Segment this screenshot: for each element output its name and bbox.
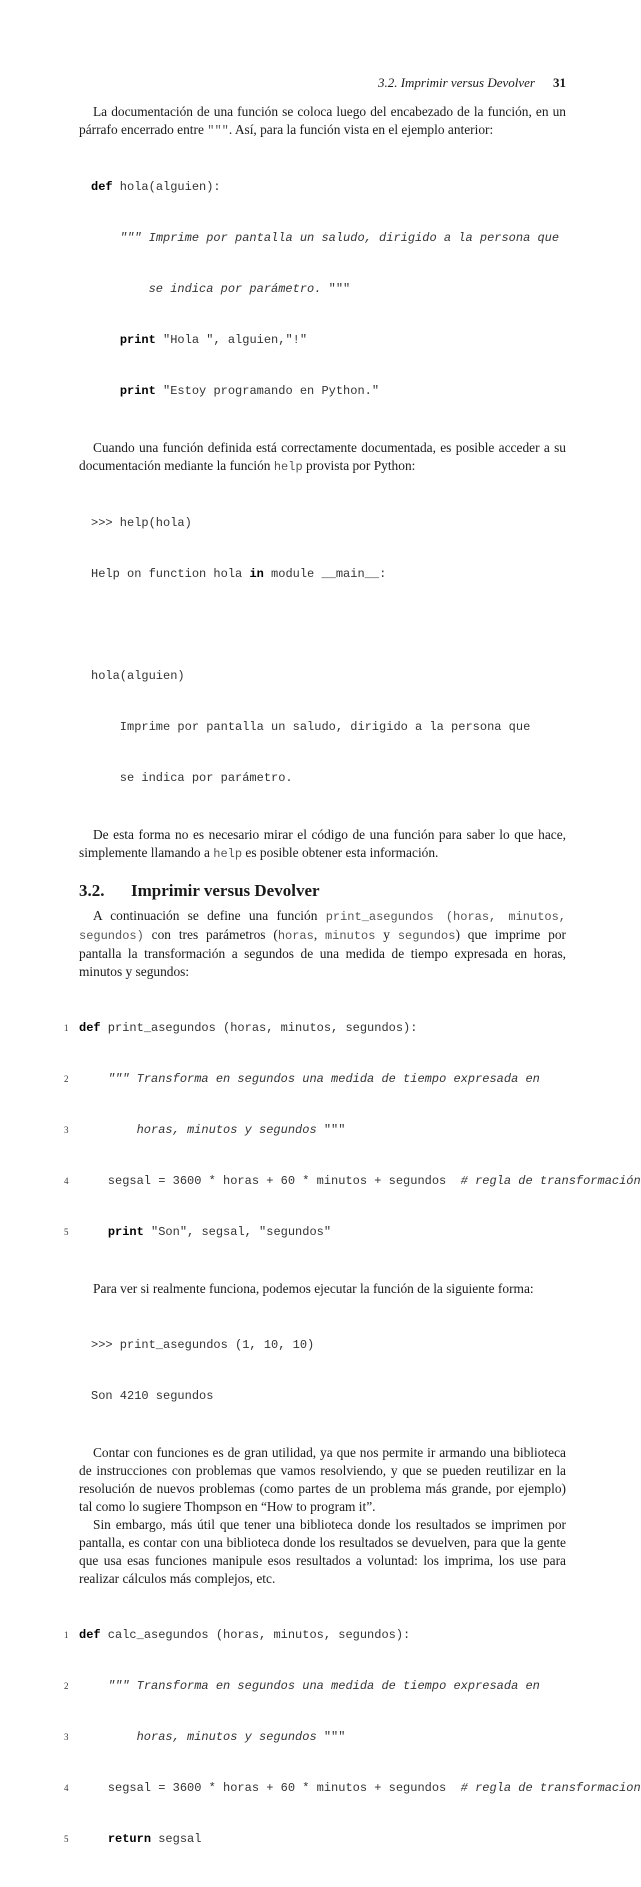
code-line: 2 """ Transforma en segundos una medida de tiempo expresada en <box>64 1072 540 1086</box>
code-line: 3 horas, minutos y segundos """ <box>64 1730 346 1744</box>
paragraph-run-example: Para ver si realmente funciona, podemos ejecutar la función de la siguiente forma: <box>93 1281 534 1296</box>
page-number: 31 <box>553 75 566 90</box>
section-heading: 3.2. Imprimir versus Devolver <box>79 881 320 900</box>
code-line: 4 segsal = 3600 * horas + 60 * minutos + segundos # regla de transformación <box>64 1174 641 1188</box>
code-line: Son 4210 segundos <box>91 1389 214 1403</box>
code-block-run <box>91 1303 566 1439</box>
paragraph-library: Contar con funciones es de gran utilidad, ya que nos permite ir armando una biblioteca de instrucciones con problemas que vamos resolviendo, y que se pueden reutilizar en la resolución de nuevos problemas (como partes de un problema más grande, por ejemplo) tal como lo sugiere Thompson en “How to program it”. <box>79 1445 566 1514</box>
code-line: >>> print_asegundos (1, 10, 10) <box>91 1338 315 1352</box>
code-line: >>> help(hola) <box>91 516 192 530</box>
code-block-hola <box>91 145 566 434</box>
code-line: 5 return segsal <box>64 1832 202 1846</box>
running-header <box>378 75 566 91</box>
code-line: se indica por parámetro. """ <box>91 282 351 296</box>
code-block-calc-asegundos <box>64 1593 641 1882</box>
code-line <box>91 617 566 634</box>
running-header-title: 3.2. Imprimir versus Devolver <box>377 75 535 90</box>
code-block-print-asegundos <box>64 986 641 1275</box>
code-line: 3 horas, minutos y segundos """ <box>64 1123 346 1137</box>
code-line: Help on function hola in module __main__: <box>91 567 387 581</box>
code-block-help <box>91 481 566 821</box>
code-line: print "Hola ", alguien,"!" <box>119 333 308 347</box>
page-content <box>64 103 641 1887</box>
paragraph-return: Sin embargo, más útil que tener una biblioteca donde los resultados se imprimen por pantalla, es contar con una biblioteca donde los resultados se devuelven, para que la gente que usa esas funciones manipule esos resultados a voluntad: los imprima, los use para realizar cálculos más complejos, etc. <box>79 1517 566 1586</box>
paragraph-help-usage: De esta forma no es necesario mirar el código de una función para saber lo que hace, simplemente llamando a help es posible obtener esta información. <box>79 827 566 861</box>
code-line: 4 segsal = 3600 * horas + 60 * minutos + segundos # regla de transformacion <box>64 1781 641 1795</box>
code-line: hola(alguien) <box>91 669 185 683</box>
paragraph-help-intro: Cuando una función definida está correctamente documentada, es posible acceder a su documentación mediante la función help provista por Python: <box>79 440 566 474</box>
code-line: 1 def print_asegundos (horas, minutos, segundos): <box>64 1021 418 1035</box>
code-line: 5 print "Son", segsal, "segundos" <box>64 1225 332 1239</box>
code-line: print "Estoy programando en Python." <box>119 384 380 398</box>
code-line: """ Imprime por pantalla un saludo, dirigido a la persona que <box>119 231 560 245</box>
paragraph-print-asegundos: A continuación se define una función print_asegundos (horas, minutos, segundos) con tres parámetros (horas, minutos y segundos) que imprime por pantalla la transformación a segundos de una medida de tiempo expresada en horas, minutos y segundos: <box>79 908 567 979</box>
code-line: se indica por parámetro. <box>91 771 293 785</box>
code-line: 2 """ Transforma en segundos una medida de tiempo expresada en <box>64 1679 540 1693</box>
code-line: Imprime por pantalla un saludo, dirigido a la persona que <box>91 720 531 734</box>
code-line: 1 def calc_asegundos (horas, minutos, segundos): <box>64 1628 411 1642</box>
code-line: def hola(alguien): <box>91 180 221 194</box>
paragraph-doc-intro: La documentación de una función se coloca luego del encabezado de la función, en un párrafo encerrado entre """. Así, para la función vista en el ejemplo anterior: <box>79 104 566 138</box>
